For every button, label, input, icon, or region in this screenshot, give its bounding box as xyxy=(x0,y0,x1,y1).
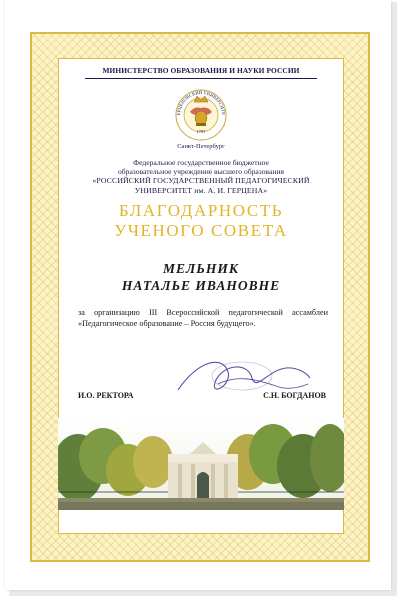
title-line-1: БЛАГОДАРНОСТЬ xyxy=(118,201,284,220)
handwritten-signature xyxy=(168,350,318,410)
institution-line-2: образовательное учреждение высшего образования xyxy=(117,167,285,177)
institution-line-4: УНИВЕРСИТЕТ им. А. И. ГЕРЦЕНА» xyxy=(134,185,268,195)
university-building-photo xyxy=(58,418,344,510)
emblem-ring-text: ЕРЦЕНОВСКИЙ УНИВЕРСИТЕ xyxy=(175,89,227,116)
signatory-name: С.Н. БОГДАНОВ xyxy=(263,391,326,400)
recipient-name xyxy=(58,260,344,294)
institution-name xyxy=(58,158,344,195)
institution-line-3: «РОССИЙСКИЙ ГОСУДАРСТВЕННЫЙ ПЕДАГОГИЧЕСКИЙ xyxy=(92,176,310,186)
city-label: Санкт-Петербург xyxy=(177,143,225,150)
signatory-position: И.О. РЕКТОРА xyxy=(78,391,134,400)
certificate-title xyxy=(58,201,344,241)
recipient-given-names: НАТАЛЬЕ ИВАНОВНЕ xyxy=(121,278,281,293)
recipient-surname: МЕЛЬНИК xyxy=(163,261,239,276)
award-reason: за организацию III Всероссийской педагогической ассамблеи «Педагогическое образование – Россия будущего». xyxy=(78,308,328,328)
ministry-underline xyxy=(85,78,317,79)
ministry-heading: МИНИСТЕРСТВО ОБРАЗОВАНИЯ И НАУКИ РОССИИ xyxy=(102,66,300,75)
signature-row xyxy=(78,391,326,400)
title-line-2: УЧЕНОГО СОВЕТА xyxy=(114,221,288,240)
institution-line-1: Федеральное государственное бюджетное xyxy=(133,158,269,167)
emblem-year: 1797 xyxy=(196,129,206,134)
university-emblem xyxy=(172,82,230,144)
